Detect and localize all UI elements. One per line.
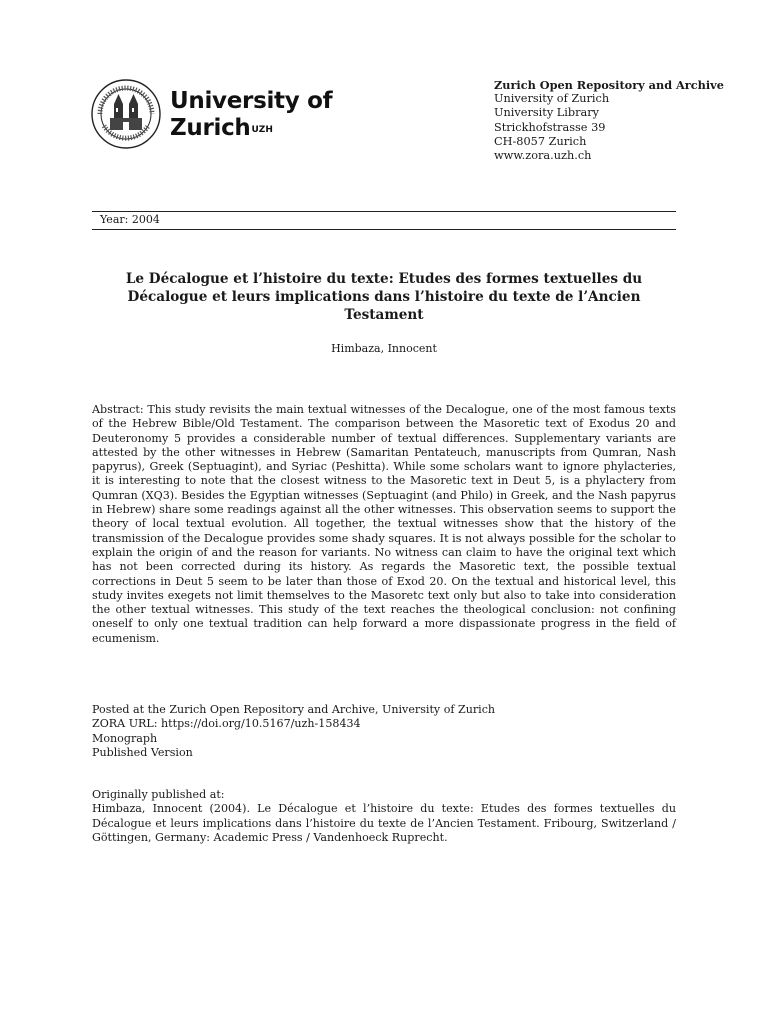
repository-address [494,78,734,163]
repository-url: www.zora.uzh.ch [494,149,592,163]
repository-line: Strickhofstrasse 39 [494,120,606,134]
logo-uzh: UZH [251,125,273,135]
university-logo [90,78,380,158]
repository-line: CH-8057 Zurich [494,134,587,148]
year-label: Year: 2004 [100,213,160,226]
university-seal-icon [90,78,162,150]
abstract: Abstract: This study revisits the main textual witnesses of the Decalogue, one of the most famous texts of the Hebrew Bible/Old Testament. The comparison between the Masoretic text of Exodus 20 and Deuteronomy 5 provides a considerable number of textual differences. Supplementary variants are attested by the other witnesses in Hebrew (Samaritan Pentateuch, manuscripts from Qumran, Nash papyrus), Greek (Septuagint), and Syriac (Peshitta). While some scholars want to ignore phylacteries, it is interesting to note that the closest witness to the Masoretic text in Deut 5, is a phylactery from Qumran (XQ3). Besides the Egyptian witnesses (Septuagint (and Philo) in Greek, and the Nash papyrus in Hebrew) share some readings against all the other witnesses. This observation seems to support the theory of local textual evolution. All together, the textual witnesses show that the history of the transmission of the Decalogue provides some shady squares. It is not always possible for the scholar to explain the origin of and the reason for variants. No witness can claim to have the original text which has not been corrected during its history. As regards the Masoretic text, the possible textual corrections in Deut 5 seem to be later than those of Exod 20. On the textual and historical level, this study invites exegets not limit themselves to the Masoretc text only but also to take into consideration the other textual witnesses. This study of the text reaches the theological conclusion: not confining oneself to only one textual tradition can help forward a more dispassionate progress in the field of ecumenism. [92,403,676,645]
posted-info [92,703,495,760]
document-author: Himbaza, Innocent [331,342,437,355]
zora-url: ZORA URL: https://doi.org/10.5167/uzh-158434 [92,717,361,731]
original-citation: Himbaza, Innocent (2004). Le Décalogue et l’histoire du texte: Etudes des formes textuelles du Décalogue et leurs implications dans l’histoire du texte de l’Ancien Testament. Fribourg, Switzerland / Göttingen, Germany: Academic Press / Vandenhoeck Ruprecht. [92,802,676,844]
posted-line: Posted at the Zurich Open Repository and Archive, University of Zurich [92,703,496,716]
document-version: Published Version [92,745,193,759]
logo-zurich: Zurich$^{UZH}$ [170,115,273,141]
logo-university-of: University of [170,88,333,114]
repository-line: University Library [494,106,600,120]
repository-title: Zurich Open Repository and Archive [494,78,724,92]
original-publication [92,788,676,845]
document-title: Le Décalogue et l’histoire du texte: Etudes des formes textuelles du Décalogue et leurs implications dans l’histoire du texte de l’Ancien Testament [125,271,643,323]
repository-line: University of Zurich [494,92,610,106]
year-bar [92,211,676,230]
original-label: Originally published at: [92,788,225,801]
document-type: Monograph [92,731,158,745]
